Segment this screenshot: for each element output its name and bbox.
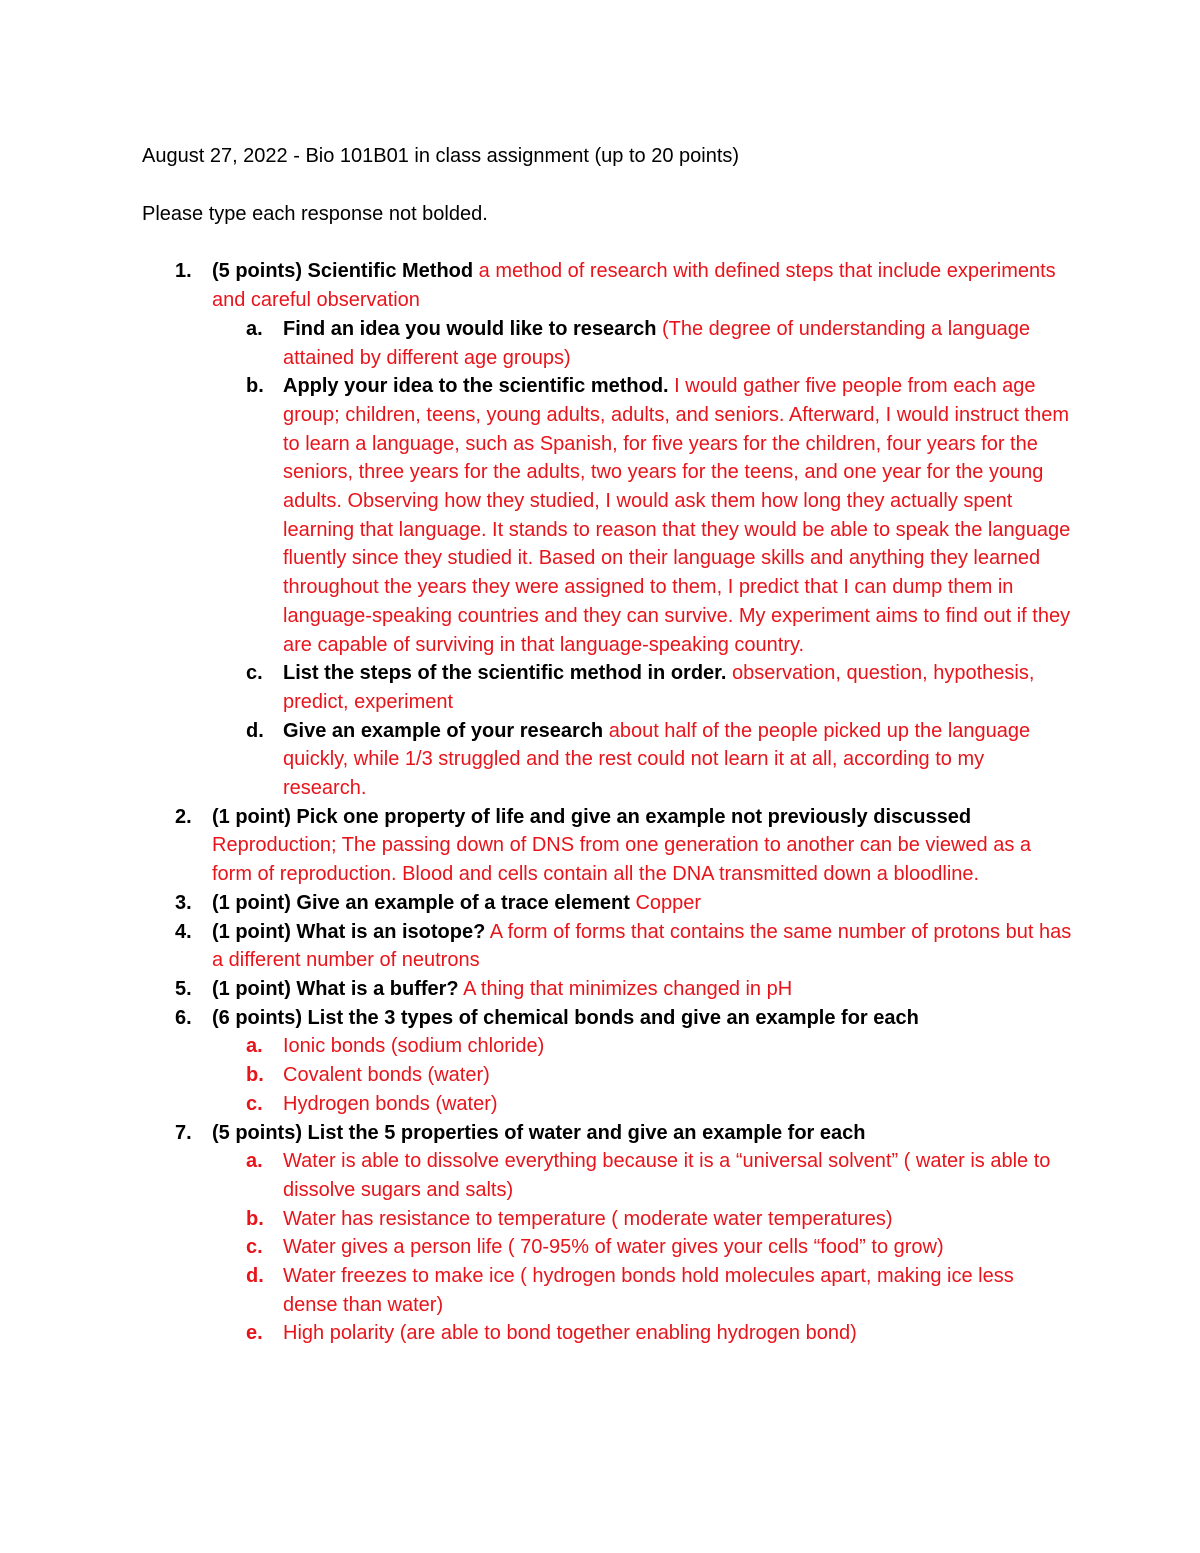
question-prompt: (1 point) Pick one property of life and give an example not previously discussed xyxy=(212,805,972,828)
sub-question-item xyxy=(212,1205,1072,1234)
sub-question-item xyxy=(212,659,1072,716)
sub-question-item xyxy=(212,1262,1072,1319)
sub-question-answer: Water is able to dissolve everything because it is a “universal solvent” ( water is able to dissolve sugars and salts) xyxy=(283,1150,1051,1201)
sub-question-list xyxy=(212,1032,1072,1118)
sub-question-item xyxy=(212,315,1072,372)
question-answer: A form of forms that contains the same number of protons but has a different number of neutrons xyxy=(212,920,1072,972)
sub-question-letter: c. xyxy=(246,662,263,685)
question-item xyxy=(142,1119,1072,1349)
sub-question-letter: b. xyxy=(246,1064,264,1087)
question-item xyxy=(142,975,1072,1004)
sub-question-letter: a. xyxy=(246,1035,263,1058)
sub-question-prompt: Find an idea you would like to research xyxy=(283,317,657,340)
sub-question-answer: (The degree of understanding a language attained by different age groups) xyxy=(283,317,1031,369)
sub-question-item xyxy=(212,1061,1072,1090)
sub-question-item xyxy=(212,717,1072,803)
question-prompt: (5 points) List the 5 properties of water and give an example for each xyxy=(212,1121,866,1144)
question-number: 4. xyxy=(175,920,192,943)
sub-question-letter: b. xyxy=(246,375,264,398)
sub-question-answer: Water freezes to make ice ( hydrogen bonds hold molecules apart, making ice less dense than water) xyxy=(283,1265,1014,1316)
sub-question-answer: High polarity (are able to bond together enabling hydrogen bond) xyxy=(283,1322,857,1345)
sub-question-answer: Hydrogen bonds (water) xyxy=(283,1092,498,1115)
question-number: 7. xyxy=(175,1121,192,1144)
question-prompt: (5 points) Scientific Method xyxy=(212,260,479,283)
question-list xyxy=(142,257,1072,1348)
sub-question-item xyxy=(212,1147,1072,1204)
question-number: 5. xyxy=(175,977,192,1000)
sub-question-answer: observation, question, hypothesis, predict, experiment xyxy=(283,662,1035,713)
sub-question-answer: Water has resistance to temperature ( moderate water temperatures) xyxy=(283,1207,893,1230)
question-item xyxy=(142,1004,1072,1119)
question-item xyxy=(142,257,1072,802)
question-number: 1. xyxy=(175,260,192,283)
sub-question-list xyxy=(212,1147,1072,1348)
question-item xyxy=(142,889,1072,918)
sub-question-item xyxy=(212,1090,1072,1119)
document-body xyxy=(142,142,1072,1348)
sub-question-prompt: Give an example of your research xyxy=(283,719,609,742)
sub-question-answer: I would gather five people from each age group; children, teens, young adults, adults, and seniors. Afterward, I would instruct them to learn a language, such as Spanish, for five years for the children, four years for the seniors, three years for the adults, two years for the teens, and one year for the young adults. Observing how they studied, I would ask them how long they actually spent learning that language. It stands to reason that they would be able to speak the language fluently since they studied it. Based on their language skills and anything they learned throughout the years they were assigned to them, I predict that I can dump them in language-speaking countries and they can survive. My experiment aims to find out if they are capable of surviving in that language-speaking country. xyxy=(283,375,1071,656)
question-answer: Reproduction; The passing down of DNS from one generation to another can be viewed as a form of reproduction. Blood and cells contain all the DNA transmitted down a bloodline. xyxy=(212,834,1032,886)
sub-question-item xyxy=(212,372,1072,659)
sub-question-letter: e. xyxy=(246,1322,263,1345)
question-answer: a method of research with defined steps that include experiments and careful observation xyxy=(212,260,1056,312)
sub-question-letter: a. xyxy=(246,317,263,340)
instruction-text: Please type each response not bolded. xyxy=(142,202,488,225)
question-number: 3. xyxy=(175,891,192,914)
sub-question-list xyxy=(212,315,1072,803)
sub-question-answer: about half of the people picked up the language quickly, while 1/3 struggled and the rest could not learn it at all, according to my research. xyxy=(283,719,1031,800)
question-number: 2. xyxy=(175,805,192,828)
sub-question-letter: d. xyxy=(246,1265,264,1288)
sub-question-prompt: Apply your idea to the scientific method. xyxy=(283,375,669,398)
sub-question-prompt: List the steps of the scientific method in order. xyxy=(283,662,732,685)
sub-question-letter: b. xyxy=(246,1207,264,1230)
sub-question-answer: Water gives a person life ( 70-95% of water gives your cells “food” to grow) xyxy=(283,1236,944,1259)
question-number: 6. xyxy=(175,1006,192,1029)
sub-question-letter: d. xyxy=(246,719,264,742)
sub-question-letter: c. xyxy=(246,1236,263,1259)
sub-question-item xyxy=(212,1032,1072,1061)
question-prompt: (1 point) What is an isotope? xyxy=(212,920,486,943)
sub-question-item xyxy=(212,1233,1072,1262)
document-title: August 27, 2022 - Bio 101B01 in class assignment (up to 20 points) xyxy=(142,145,740,167)
question-item xyxy=(142,918,1072,975)
question-prompt: (1 point) Give an example of a trace element xyxy=(212,891,636,914)
sub-question-answer: Covalent bonds (water) xyxy=(283,1064,490,1087)
question-item xyxy=(142,803,1072,889)
question-prompt: (1 point) What is a buffer? xyxy=(212,977,459,1000)
sub-question-letter: c. xyxy=(246,1092,263,1115)
question-answer: Copper xyxy=(635,891,702,914)
sub-question-answer: Ionic bonds (sodium chloride) xyxy=(283,1035,545,1058)
question-answer: A thing that minimizes changed in pH xyxy=(458,977,793,1000)
sub-question-letter: a. xyxy=(246,1150,263,1173)
question-prompt: (6 points) List the 3 types of chemical bonds and give an example for each xyxy=(212,1006,919,1029)
sub-question-item xyxy=(212,1319,1072,1348)
